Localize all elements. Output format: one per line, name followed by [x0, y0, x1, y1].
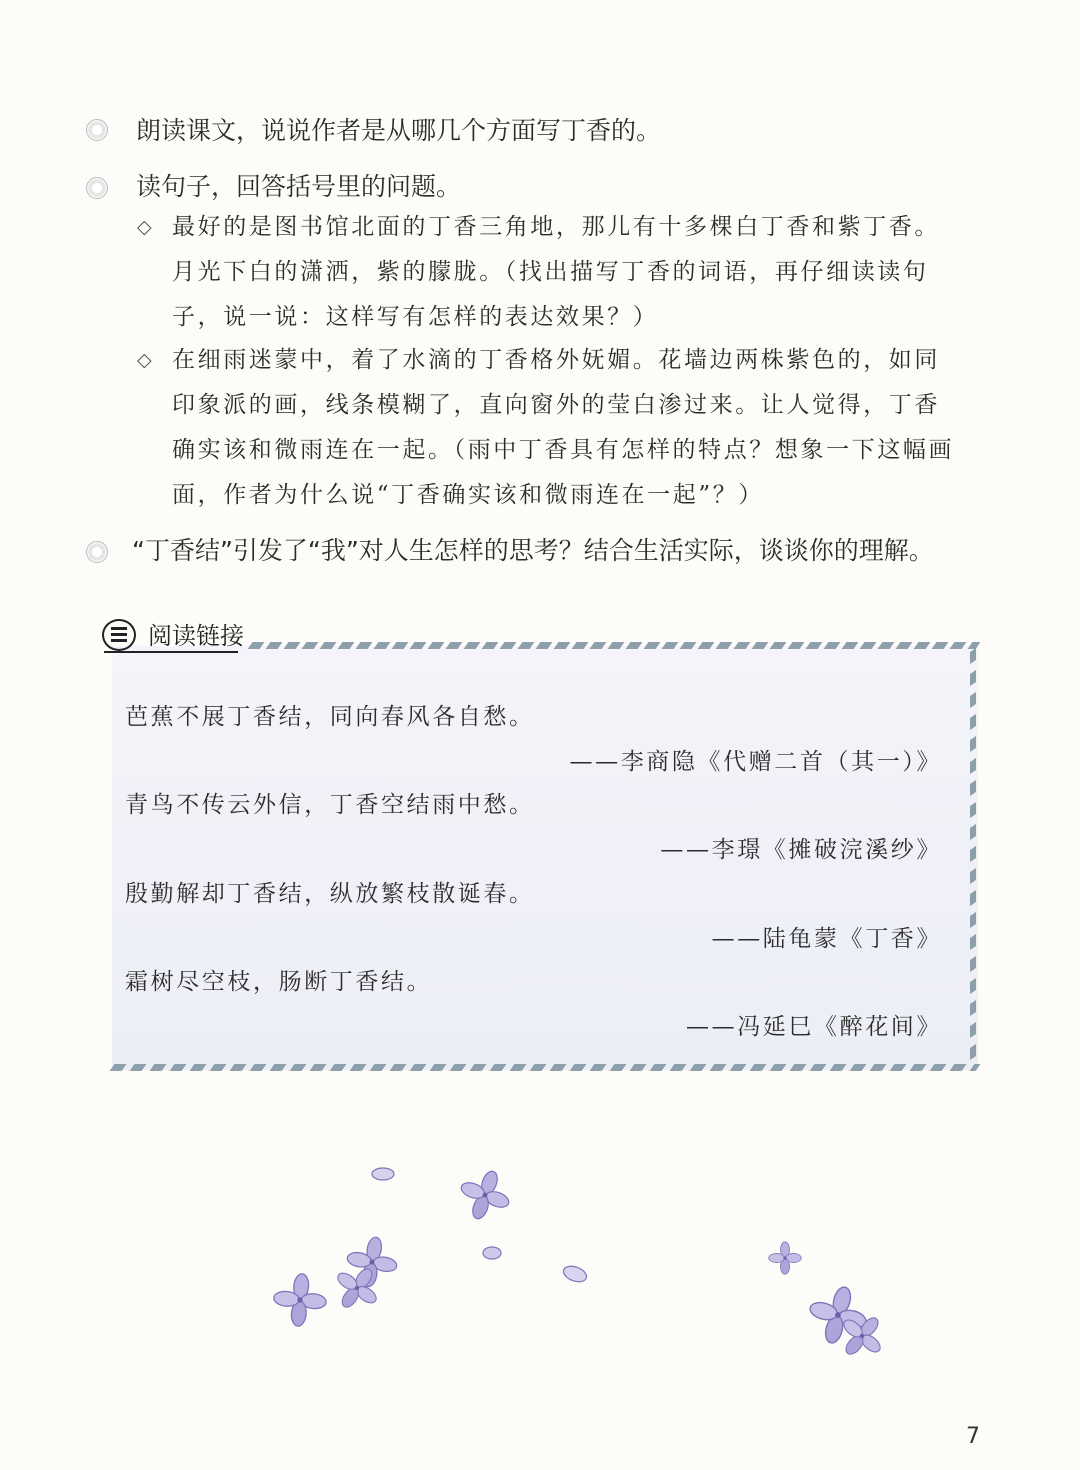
sub-item-line: 月光下白的潇洒，紫的朦胧。（找出描写丁香的词语，再仔细读读句 [172, 259, 929, 285]
question-2: 读句子，回答括号里的问题。 [136, 172, 462, 201]
sub-item-line: 确实该和微雨连在一起。（雨中丁香具有怎样的特点？想象一下这幅画 [172, 437, 955, 463]
poem-source: ——冯延巳《醉花间》 [686, 1014, 942, 1040]
poem-source: ——陆龟蒙《丁香》 [711, 926, 942, 952]
title-underline [104, 651, 238, 653]
sub-item-line: 子，说一说：这样写有怎样的表达效果？） [172, 304, 659, 330]
question-3: “丁香结”引发了“我”对人生怎样的思考？结合生活实际，谈谈你的理解。 [132, 536, 934, 565]
poem-line: 霜树尽空枝，肠断丁香结。 [125, 969, 433, 995]
sub-item-2 [172, 338, 978, 518]
sub-item-1 [172, 205, 978, 340]
reading-link-title: 阅读链接 [148, 622, 244, 650]
sub-item-line: 印象派的画，线条模糊了，直向窗外的莹白渗过来。让人觉得，丁香 [172, 392, 940, 418]
question-1: 朗读课文，说说作者是从哪几个方面写丁香的。 [136, 116, 662, 145]
sub-item-line: 面，作者为什么说“丁香确实该和微雨连在一起”？） [172, 482, 764, 508]
page-number: 7 [966, 1424, 980, 1449]
poem-line: 青鸟不传云外信，丁香空结雨中愁。 [125, 792, 535, 818]
poem-source: ——李商隐《代赠二首（其一）》 [569, 749, 942, 775]
dashed-border-right [970, 648, 976, 1070]
diamond-bullet-icon: ◇ [137, 216, 152, 238]
diamond-bullet-icon: ◇ [137, 349, 152, 371]
question-circle-icon [86, 541, 108, 563]
book-icon [102, 619, 136, 651]
sub-item-line: 最好的是图书馆北面的丁香三角地，那儿有十多棵白丁香和紫丁香。 [172, 214, 940, 240]
lilac-flower-icon [272, 1163, 894, 1368]
question-circle-icon [86, 119, 108, 141]
sub-item-line: 在细雨迷蒙中，着了水滴的丁香格外妩媚。花墙边两株紫色的，如同 [172, 347, 940, 373]
poem-line: 殷勤解却丁香结，纵放繁枝散诞春。 [125, 881, 535, 907]
dashed-border-top [248, 642, 981, 649]
lilac-flowers-decoration [0, 1150, 1080, 1380]
question-circle-icon [86, 177, 108, 199]
dashed-border-bottom [110, 1064, 981, 1071]
poem-source: ——李璟《摊破浣溪纱》 [660, 837, 942, 863]
poem-line: 芭蕉不展丁香结，同向春风各自愁。 [125, 704, 535, 730]
